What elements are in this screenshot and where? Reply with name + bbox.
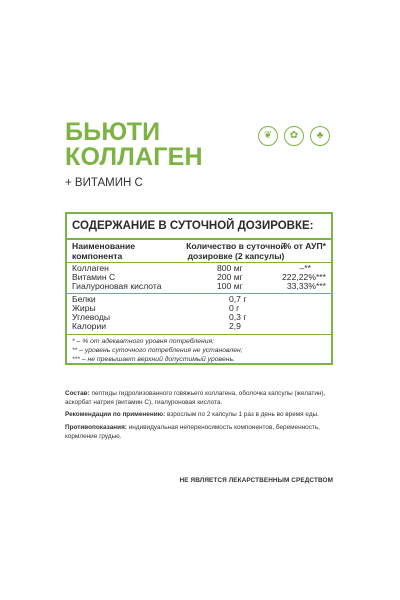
- feature-icons: [258, 126, 330, 146]
- product-title-line2: КОЛЛАГЕН: [65, 143, 203, 171]
- component-name: Коллаген: [72, 263, 109, 273]
- note: *** – не превышает верхний допустимый уровень.: [72, 356, 235, 363]
- contraindications: Противопоказания: индивидуальная непереносимость компонентов, беременность, кормление грудью.: [65, 423, 320, 440]
- nutrition-amount: 0 г: [229, 303, 240, 313]
- note: * – % от адекватного уровня потребления;: [72, 338, 215, 345]
- component-name: Витамин С: [72, 272, 116, 282]
- nutrition-name: Калории: [72, 321, 107, 331]
- product-title: [65, 120, 203, 170]
- product-title-line1: БЬЮТИ: [65, 118, 161, 146]
- nutrition-table: [65, 212, 333, 365]
- divider: [67, 293, 331, 294]
- table-title: СОДЕРЖАНИЕ В СУТОЧНОЙ ДОЗИРОВКЕ:: [72, 220, 314, 232]
- divider: [67, 238, 331, 240]
- component-percent: 222,22%***: [282, 272, 326, 282]
- component-amount: 800 мг: [217, 263, 243, 273]
- component-amount: 200 мг: [217, 272, 243, 282]
- nutrition-name: Углеводы: [72, 312, 111, 322]
- people-icon: ♣: [310, 126, 330, 146]
- composition: Состав: пептиды гидролизованного говяжьего коллагена, оболочка капсулы (желатин), аскорбат натрия (витамин С), гиалуроновая кислота.: [65, 390, 326, 407]
- header-amount: Количество в суточной дозировке (2 капсулы): [186, 241, 286, 261]
- divider: [67, 334, 331, 335]
- leaf-icon: ❦: [258, 126, 278, 146]
- usage: Рекомендации по применению: взрослым по 2 капсулы 1 раз в день во время еды.: [65, 411, 319, 419]
- component-amount: 100 мг: [217, 281, 243, 291]
- component-percent: –**: [299, 263, 311, 273]
- product-info: [65, 389, 333, 444]
- nutrition-amount: 0,3 г: [229, 312, 247, 322]
- nutrition-name: Белки: [72, 294, 96, 304]
- nutrition-amount: 2,9: [229, 321, 241, 331]
- header-percent: % от АУП*: [283, 241, 326, 251]
- header-component: Наименование компонента: [72, 241, 136, 261]
- component-name: Гиалуроновая кислота: [72, 281, 162, 291]
- disclaimer: НЕ ЯВЛЯЕТСЯ ЛЕКАРСТВЕННЫМ СРЕДСТВОМ: [179, 477, 333, 484]
- flower-icon: ✿: [284, 126, 304, 146]
- nutrition-amount: 0,7 г: [229, 294, 247, 304]
- component-percent: 33,33%***: [286, 281, 326, 291]
- table-notes: [72, 337, 243, 364]
- product-subtitle: + ВИТАМИН С: [65, 177, 143, 189]
- nutrition-name: Жиры: [72, 303, 96, 313]
- note: ** – уровень суточного потребления не установлен;: [72, 347, 243, 354]
